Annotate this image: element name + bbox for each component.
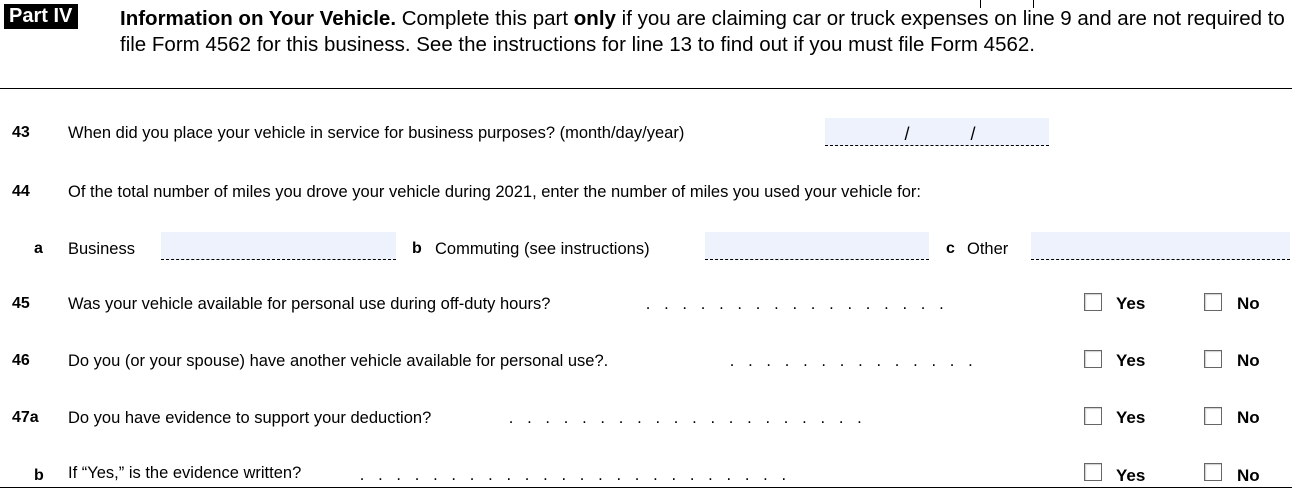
no-label: No (1237, 351, 1260, 370)
line-number-47a: 47a (12, 409, 39, 426)
dot-leader: . . . . . . . . . . . . . . . . . . . . (495, 409, 862, 427)
line-47b-yes-checkbox[interactable] (1084, 463, 1102, 481)
line-43-text: When did you place your vehicle in service for business purposes? (month/day/year) (68, 124, 685, 142)
line-45-text: Was your vehicle available for personal use during off-duty hours? (68, 295, 551, 313)
intro-only-emphasis: only (573, 7, 616, 30)
line-46-no-checkbox[interactable] (1204, 350, 1222, 368)
line-number-46: 46 (12, 352, 30, 369)
dot-leader: . . . . . . . . . . . . . . . . . (632, 295, 944, 313)
no-label: No (1237, 294, 1260, 313)
line-45-no-checkbox[interactable] (1204, 293, 1222, 311)
dot-leader: . . . . . . . . . . . . . . . . . . . . . . . . (346, 466, 787, 484)
other-miles-input[interactable] (1031, 232, 1290, 260)
line-47a-no-checkbox[interactable] (1204, 407, 1222, 425)
part-badge: Part IV (4, 4, 78, 29)
yes-label: Yes (1116, 351, 1146, 370)
line-44c-letter: c (946, 240, 955, 257)
service-year-input[interactable] (977, 121, 1035, 145)
commuting-miles-label: Commuting (see instructions) (435, 240, 650, 258)
intro-text-rest: if you are claiming car or truck expenses on line 9 and are not required to file Form 4562 for this business. See the instructions for line 13 to find out if you must file Form 4562. (120, 7, 1285, 56)
yes-label: Yes (1116, 408, 1146, 427)
bottom-rule (0, 487, 1292, 488)
service-day-input[interactable] (911, 121, 969, 145)
commuting-miles-input[interactable] (705, 232, 929, 260)
date-slash: / (904, 124, 910, 144)
yes-label: Yes (1116, 466, 1146, 485)
line-44-text: Of the total number of miles you drove your vehicle during 2021, enter the number of miles you used your vehicle for: (68, 183, 921, 201)
service-date-field (825, 118, 1049, 146)
other-miles-label: Other (967, 240, 1009, 258)
line-47b-letter: b (34, 467, 44, 484)
dot-leader: . . . . . . . . . . . . . . (716, 352, 973, 370)
line-44b-letter: b (412, 240, 422, 257)
line-47a-yes-checkbox[interactable] (1084, 407, 1102, 425)
no-label: No (1237, 408, 1260, 427)
line-45-yes-checkbox[interactable] (1084, 293, 1102, 311)
line-46-yes-checkbox[interactable] (1084, 350, 1102, 368)
line-47a-text: Do you have evidence to support your deduction? (68, 409, 432, 427)
line-number-43: 43 (12, 124, 30, 141)
service-month-input[interactable] (845, 121, 903, 145)
line-46-text: Do you (or your spouse) have another vehicle available for personal use?. (68, 352, 609, 370)
line-number-44: 44 (12, 183, 30, 200)
section-divider (0, 88, 1292, 89)
line-number-45: 45 (12, 295, 30, 312)
intro-text: Complete this part (396, 7, 574, 30)
yes-label: Yes (1116, 294, 1146, 313)
line-47b-no-checkbox[interactable] (1204, 463, 1222, 481)
business-miles-input[interactable] (161, 232, 396, 260)
no-label: No (1237, 466, 1260, 485)
business-miles-label: Business (68, 240, 135, 258)
line-44a-letter: a (34, 240, 43, 257)
part-instructions (120, 6, 1290, 58)
date-slash: / (970, 124, 976, 144)
line-47b-text: If “Yes,” is the evidence written? (68, 464, 302, 482)
part-title: Information on Your Vehicle. (120, 7, 397, 30)
